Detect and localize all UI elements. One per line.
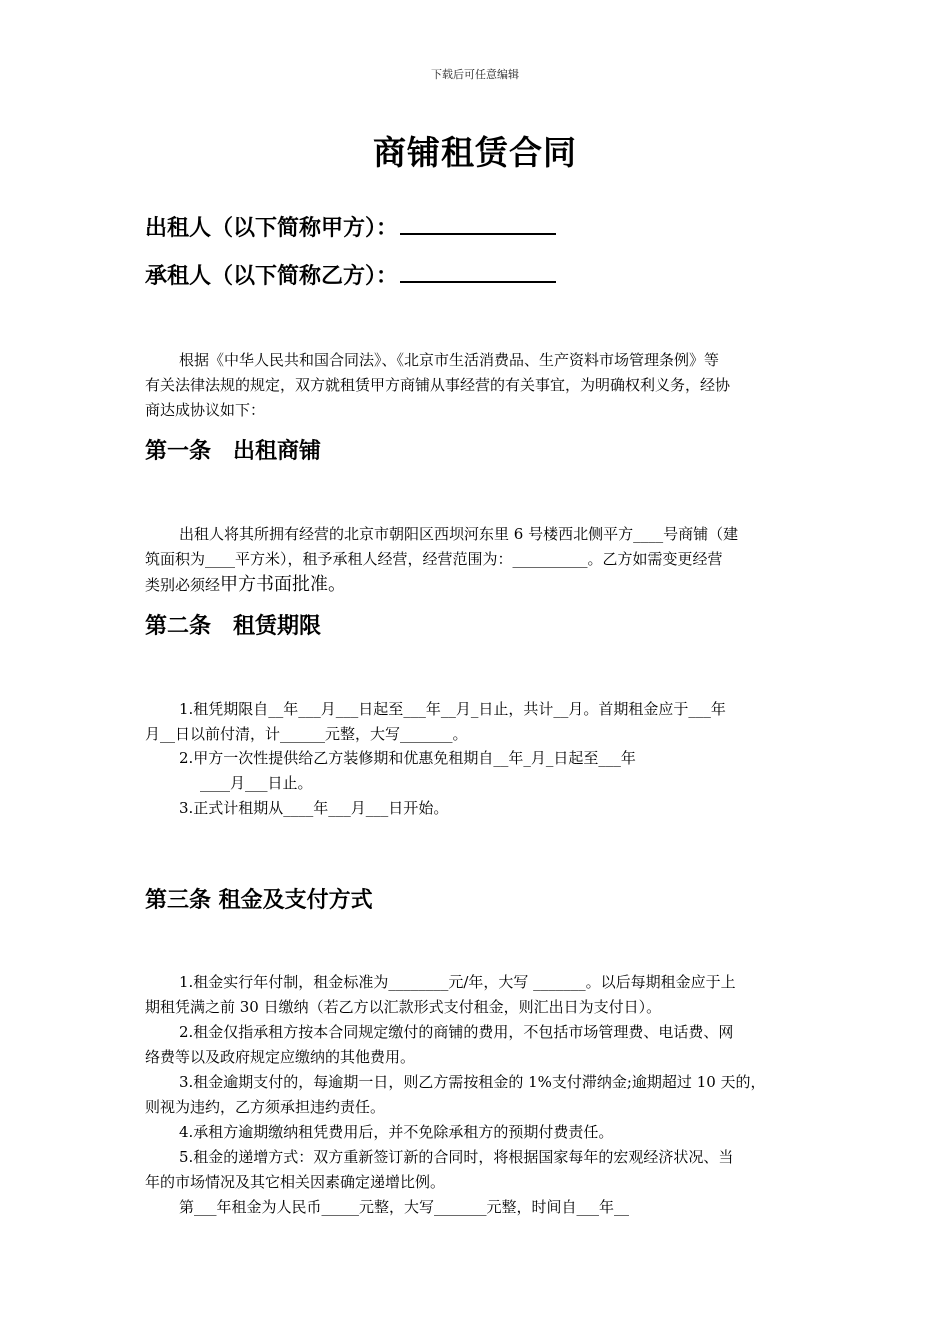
article-1-heading: 第一条 出租商铺	[145, 439, 322, 464]
article-3-line-10: 第___年租金为人民币_____元整，大写_______元整，时间自___年__	[179, 1198, 630, 1216]
article-2-line-4: ____月___日止。	[200, 774, 313, 792]
party-a-blank	[400, 211, 556, 235]
article-3-line-6: 则视为违约，乙方须承担违约责任。	[145, 1098, 386, 1116]
article-1-line-3	[145, 572, 346, 598]
article-3-line-3: 2.租金仅指承租方按本合同规定缴付的商铺的费用，不包括市场管理费、电话费、网	[179, 1023, 734, 1041]
article-2-line-2: 月__日以前付清，计______元整，大写_______。	[145, 725, 468, 743]
preamble-line-3: 商达成协议如下：	[145, 401, 266, 419]
article-3-line-9: 年的市场情况及其它相关因素确定递增比例。	[145, 1173, 446, 1191]
article-3-line-4: 络费等以及政府规定应缴纳的其他费用。	[145, 1048, 416, 1066]
document-title: 商铺租赁合同	[373, 133, 577, 172]
party-b-line	[145, 259, 556, 290]
article-2-heading: 第二条 租赁期限	[145, 614, 322, 639]
article-1-line-1: 出租人将其所拥有经营的北京市朝阳区西坝河东里 6 号楼西北侧平方____号商铺（建	[179, 525, 739, 543]
article-2-line-3: 2.甲方一次性提供给乙方装修期和优惠免租期自__年_月_日起至___年	[179, 749, 636, 767]
article-3-line-1: 1.租金实行年付制，租金标准为________元/年，大写 _______。以后每期租金应于上	[179, 973, 736, 991]
party-a-label: 出租人（以下简称甲方）：	[145, 216, 399, 241]
party-b-label: 承租人（以下简称乙方）：	[145, 264, 399, 289]
article-2-line-1: 1.租凭期限自__年___月___日起至___年__月_日止，共计__月。首期租金应于___年	[179, 700, 726, 718]
article-2-line-5: 3.正式计租期从____年___月___日开始。	[179, 799, 449, 817]
party-b-blank	[400, 259, 556, 283]
article-1-line-2: 筑面积为____平方米），租予承租人经营，经营范围为：__________。乙方如需变更经营	[145, 550, 723, 568]
article-3-heading: 第三条 租金及支付方式	[145, 888, 373, 913]
preamble-line-1: 根据《中华人民共和国合同法》、《北京市生活消费品、生产资料市场管理条例》等	[179, 351, 720, 369]
article-3-line-5: 3.租金逾期支付的，每逾期一日，则乙方需按租金的 1%支付滞纳金;逾期超过 10 天的，	[179, 1073, 766, 1091]
article-1-line-3-big: 甲方书面批准。	[220, 574, 347, 595]
article-1-line-3-small: 类别必须经	[145, 576, 221, 594]
party-a-line	[145, 211, 556, 242]
article-3-line-7: 4.承租方逾期缴纳租凭费用后，并不免除承租方的预期付费责任。	[179, 1123, 614, 1141]
article-3-line-8: 5.租金的递增方式：双方重新签订新的合同时，将根据国家每年的宏观经济状况、当	[179, 1148, 734, 1166]
preamble-line-2: 有关法律法规的规定，双方就租赁甲方商铺从事经营的有关事宜，为明确权利义务，经协	[145, 376, 731, 394]
article-3-line-2: 期租凭满之前 30 日缴纳（若乙方以汇款形式支付租金，则汇出日为支付日）。	[145, 998, 662, 1016]
header-note: 下载后可任意编辑	[431, 68, 519, 81]
